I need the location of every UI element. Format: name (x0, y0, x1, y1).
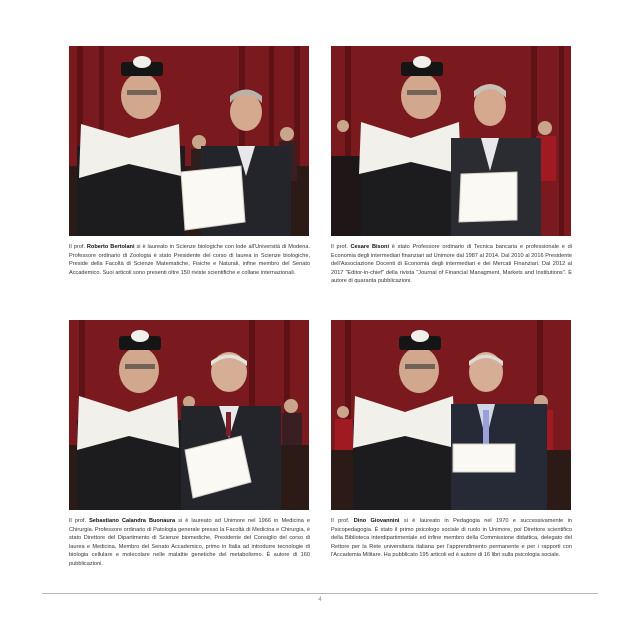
caption-bertolani: Il prof. Roberto Bertolani si è laureato in Scienze biologiche con lode all'Università di Modena. Professore ordinario di Zoologia è stato Presidente del corso di laurea in Scienze biologiche, Preside della Facoltà di Scienze Matematiche, Fisiche e Naturali, infine membro del Senato Accademico. Suoi articoli sono presenti oltre 150 riviste scientifiche e collane internazionali. (69, 244, 310, 276)
photo-calandra (69, 320, 309, 510)
professor-name: Roberto Bertolani (86, 244, 135, 250)
professor-name: Dino Giovannini (353, 518, 400, 524)
photo-bisoni (331, 46, 571, 236)
caption-bisoni: Il prof. Cesare Bisoni è stato Professore ordinario di Tecnica bancaria e professionale e di Economia degli intermediari finanziari ad Unimore dal 1987 al 2014. Dal 2010 al 2016 Presidente dell'Associazione Docenti di Economia degli intermediari e dei Mercati Finanziari. Dal 2012 al 2017 "Editor-in-chief" della rivista "Journal of Financial Managment, Markets and Institutions". È autore di quaranta pubblicazioni. (331, 244, 572, 285)
page-number: 4 (318, 597, 322, 603)
professor-name: Cesare Bisoni (350, 244, 390, 250)
footer-rule (42, 593, 598, 594)
caption-calandra: Il prof. Sebastiano Calandra Buonaura si è laureato ad Unimore nel 1966 in Medicina e Chirurgia. Professore ordinario di Patologia generale presso la Facoltà di Medicina e Chirurgia, è stato Direttore del Dipartimento di Scienze biomediche, Presidente del Consiglio del corso di laurea e Medicina, Membro del Senato Accademico, primo in Italia ad introdurre tecnologie di biologia cellulare e molecolare nelle malattie genetiche del metabolismo. È autore di 160 pubblicazioni. (69, 518, 310, 567)
professor-name: Sebastiano Calandra Buonaura (89, 518, 176, 524)
photo-bertolani (69, 46, 309, 236)
caption-giovannini: Il prof. Dino Giovannini si è laureato in Pedagogia nel 1970 e successivamente in Psicopedagogia. È stato il primo psicologo sociale di ruolo in Unimore, poi Direttore scientifico della Biblioteca interdipartimentale ed infine membro della Commissione didattica, delegato del Rettore per la Rete universitaria italiana per l'apprendimento permanente e per i rapporti con l'Accademia Militare. Ha pubblicato 195 articoli ed è autore di 16 libri sulla psicologia sociale. (331, 518, 572, 559)
photo-giovannini (331, 320, 571, 510)
